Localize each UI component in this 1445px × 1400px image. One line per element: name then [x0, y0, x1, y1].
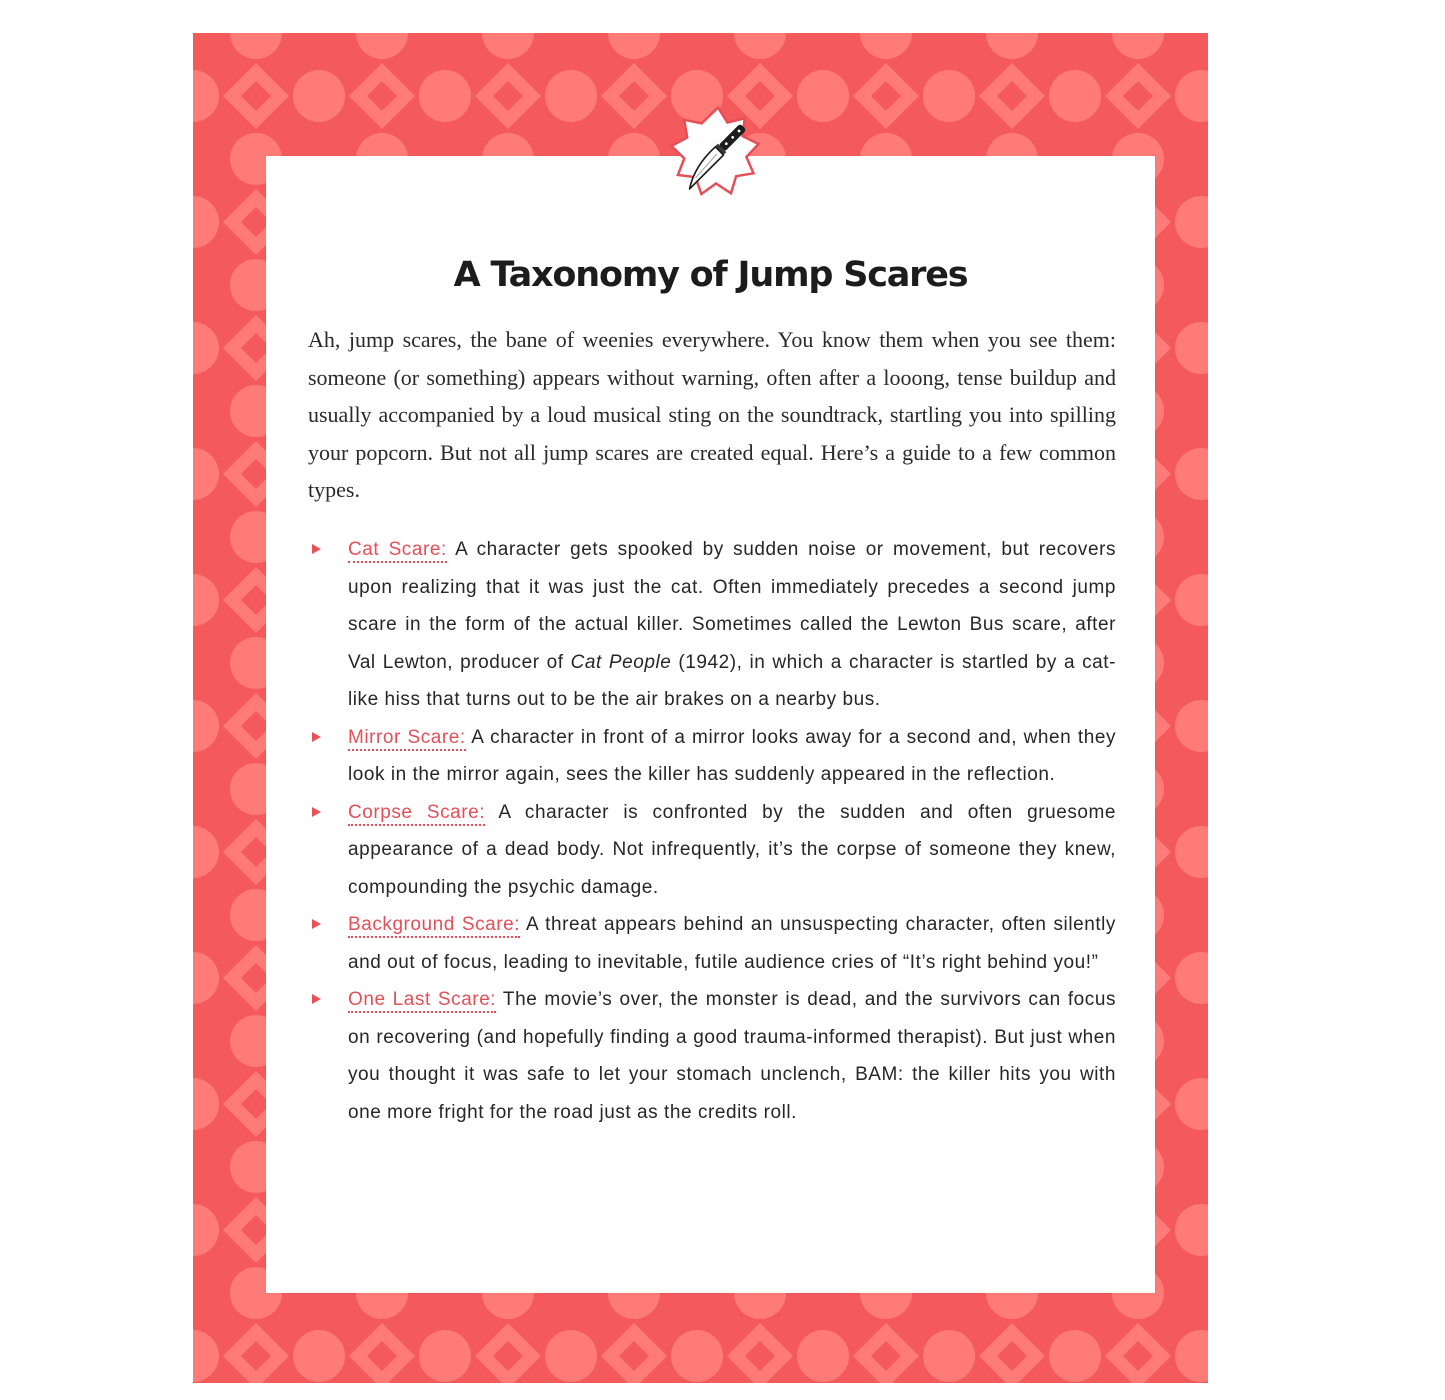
triangle-bullet-icon [312, 732, 321, 742]
list-item-mirror-scare [308, 719, 1116, 794]
item-text: A character in front of a mirror looks away for a second and, when they look in the mirror again, sees the killer has suddenly appeared in the reflection. [348, 726, 1116, 785]
list-item-corpse-scare [308, 794, 1116, 907]
item-text: A character gets spooked by sudden noise or movement, but recovers upon realizing that it was just the cat. Often immediately precedes a second jump scare in the form of the actual killer. Sometimes called the Lewton Bus scare, after Val Lewton, producer of [348, 539, 1117, 673]
item-text: A threat appears behind an unsuspecting character, often silently and out of focus, leading to inevitable, futile audience cries of “It’s right behind you!” [348, 914, 1116, 973]
triangle-bullet-icon [312, 994, 321, 1004]
triangle-bullet-icon [312, 919, 321, 929]
term-corpse-scare: Corpse Scare: [348, 802, 485, 826]
term-background-scare: Background Scare: [348, 914, 520, 938]
term-cat-scare: Cat Scare: [348, 539, 447, 563]
triangle-bullet-icon [312, 544, 321, 554]
knife-badge [663, 103, 769, 209]
triangle-bullet-icon [312, 807, 321, 817]
term-one-last-scare: One Last Scare: [348, 989, 496, 1013]
term-mirror-scare: Mirror Scare: [348, 727, 466, 751]
page-title: A Taxonomy of Jump Scares [453, 255, 968, 295]
page [193, 33, 1208, 1383]
list-item-background-scare [308, 906, 1116, 981]
film-title: Cat People [570, 651, 672, 673]
list-item-one-last-scare [308, 981, 1116, 1131]
content-card [266, 156, 1155, 1293]
item-text-continued: (1942), in which a character is startled by a cat-like hiss that turns out to be the air brakes on a nearby bus. [348, 651, 1116, 710]
scare-list [308, 531, 1116, 1131]
intro-paragraph: Ah, jump scares, the bane of weenies everywhere. You know them when you see them: someone (or something) appears without warning, often after a looong, tense buildup and usually accompanied by a loud musical sting on the soundtrack, startling you into spilling your popcorn. But not all jump scares are created equal. Here’s a guide to a few common types. [308, 327, 1116, 502]
item-text: The movie’s over, the monster is dead, and the survivors can focus on recovering (and hopefully finding a good trauma-informed therapist). But just when you thought it was safe to let your stomach unclench, BAM: the killer hits you with one more fright for the road just as the credits roll. [348, 989, 1117, 1123]
item-text: A character is confronted by the sudden and often gruesome appearance of a dead body. Not infrequently, it’s the corpse of someone they knew, compounding the psychic damage. [348, 801, 1116, 898]
list-item-cat-scare [308, 531, 1116, 719]
